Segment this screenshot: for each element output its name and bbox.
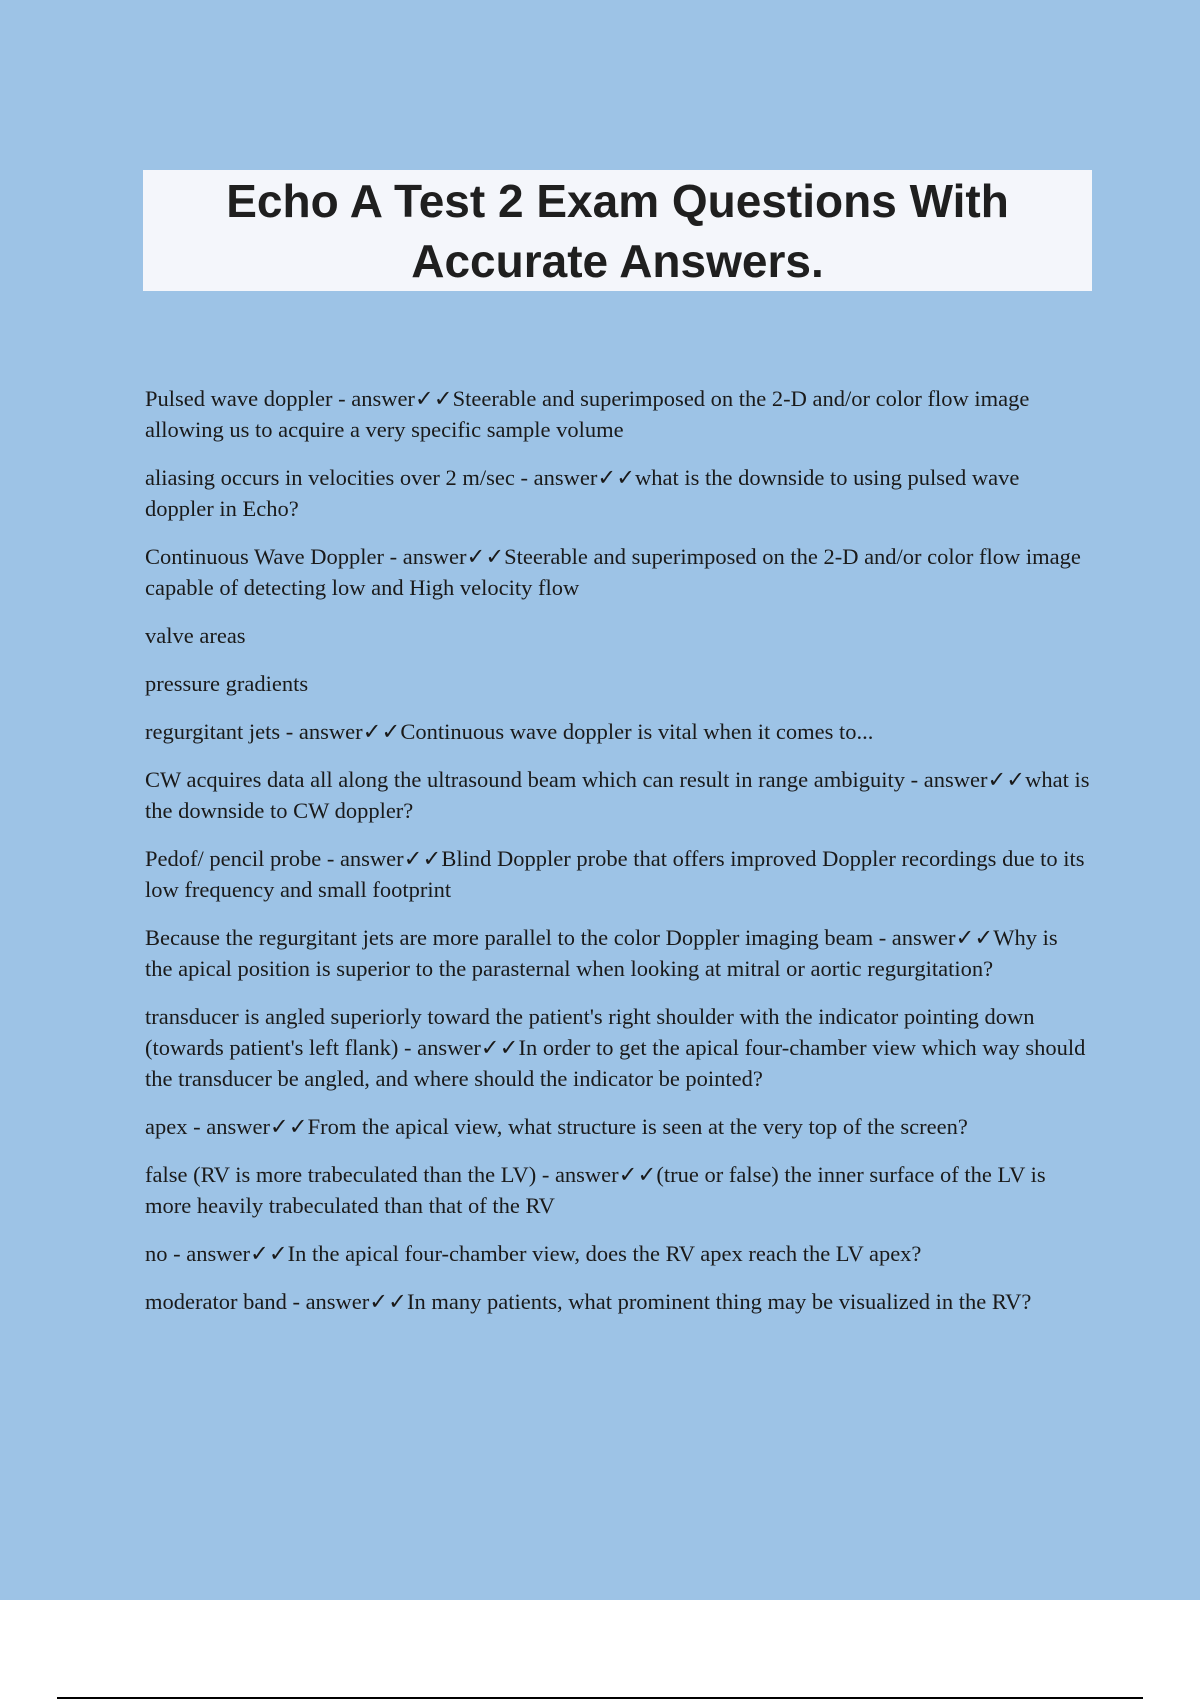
- qa-entry: Pulsed wave doppler - answer✓✓Steerable and superimposed on the 2-D and/or color flow image allowing us to acquire a very specific sample volume: [145, 386, 1030, 442]
- qa-list: [145, 383, 1090, 1334]
- title-box: [143, 170, 1092, 291]
- qa-entry: Continuous Wave Doppler - answer✓✓Steerable and superimposed on the 2-D and/or color flow image capable of detecting low and High velocity flow: [145, 544, 1081, 600]
- qa-entry: apex - answer✓✓From the apical view, what structure is seen at the very top of the screen?: [145, 1114, 968, 1139]
- qa-entry: regurgitant jets - answer✓✓Continuous wave doppler is vital when it comes to...: [145, 719, 874, 744]
- qa-entry: moderator band - answer✓✓In many patients, what prominent thing may be visualized in the RV?: [145, 1289, 1032, 1314]
- qa-entry: no - answer✓✓In the apical four-chamber view, does the RV apex reach the LV apex?: [145, 1241, 922, 1266]
- qa-entry: CW acquires data all along the ultrasound beam which can result in range ambiguity - answer✓✓what is the downside to CW doppler?: [145, 767, 1090, 823]
- qa-entry: aliasing occurs in velocities over 2 m/sec - answer✓✓what is the downside to using pulsed wave doppler in Echo?: [145, 465, 1020, 521]
- qa-entry: transducer is angled superiorly toward the patient's right shoulder with the indicator pointing down (towards patient's left flank) - answer✓✓In order to get the apical four-chamber view which way should the transducer be angled, and where should the indicator be pointed?: [145, 1004, 1086, 1091]
- qa-entry: Because the regurgitant jets are more parallel to the color Doppler imaging beam - answer✓✓Why is the apical position is superior to the parasternal when looking at mitral or aortic regurgitation?: [145, 925, 1058, 981]
- qa-entry: valve areas: [145, 623, 246, 648]
- qa-entry: false (RV is more trabeculated than the LV) - answer✓✓(true or false) the inner surface of the LV is more heavily trabeculated than that of the RV: [145, 1162, 1046, 1218]
- qa-entry: pressure gradients: [145, 671, 309, 696]
- qa-entry: Pedof/ pencil probe - answer✓✓Blind Doppler probe that offers improved Doppler recordings due to its low frequency and small footprint: [145, 846, 1085, 902]
- document-title: Echo A Test 2 Exam Questions With Accurate Answers.: [226, 174, 1009, 287]
- page-divider-line: [57, 1697, 1143, 1699]
